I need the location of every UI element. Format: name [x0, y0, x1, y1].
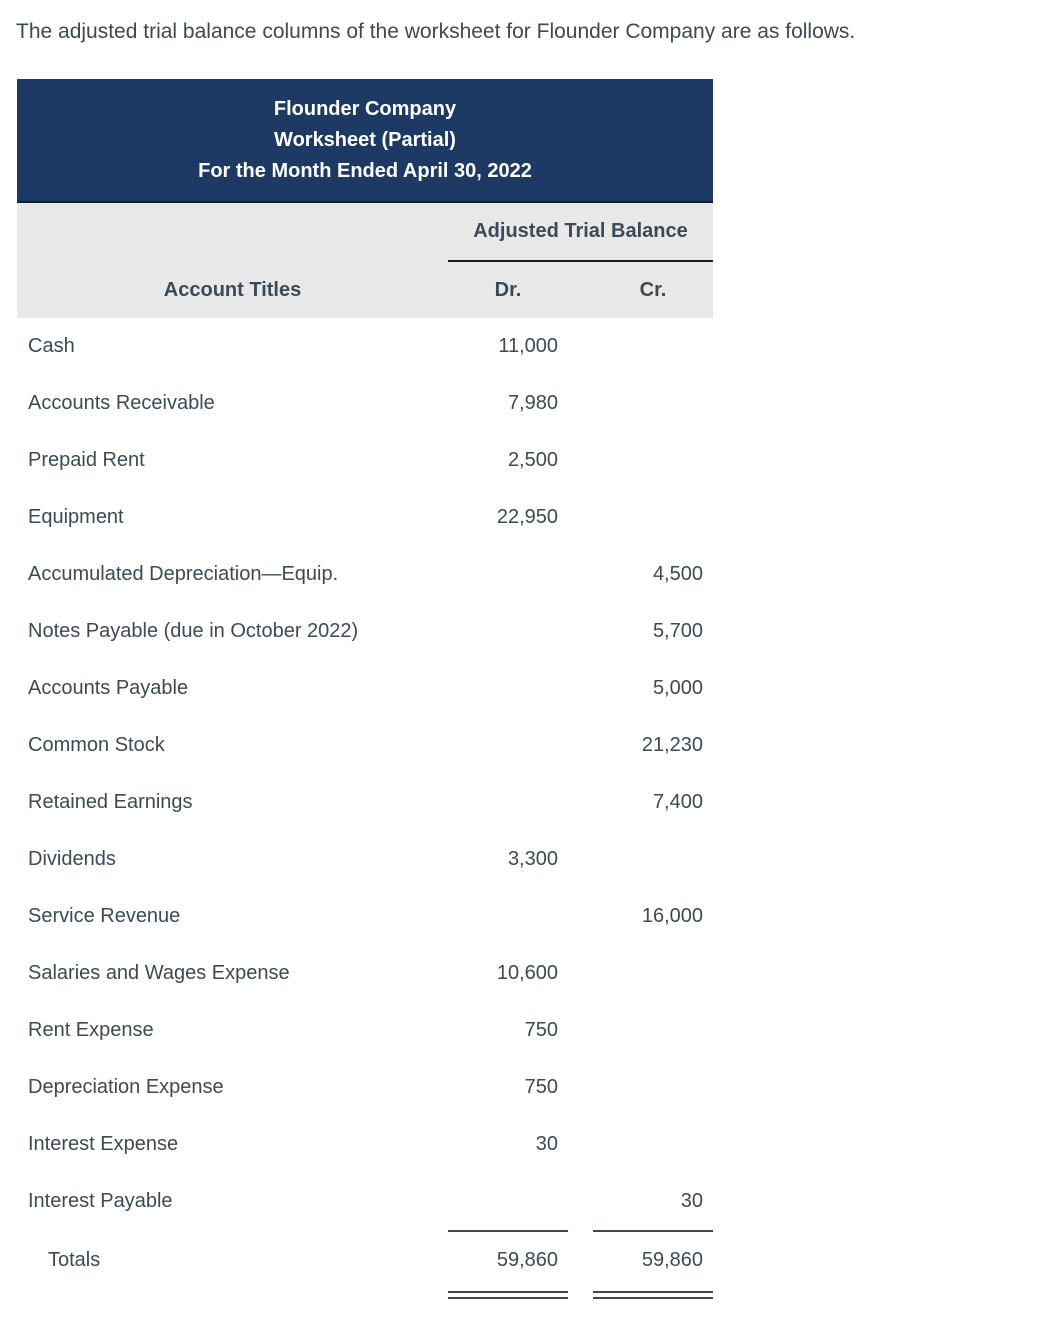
- table-row: [17, 660, 713, 717]
- cr-column-header: Cr.: [639, 278, 667, 301]
- account-title-cell: Equipment: [28, 506, 124, 528]
- account-title-cell: Cash: [28, 335, 75, 357]
- cr-total-double-rule: [593, 1291, 713, 1299]
- dr-value-cell: 11,000: [498, 335, 558, 357]
- account-titles-header: Account Titles: [163, 278, 302, 301]
- account-title-cell: Common Stock: [28, 734, 165, 756]
- dr-value-cell: 22,950: [496, 506, 558, 528]
- table-row: [17, 1173, 713, 1230]
- cr-value-cell: 5,000: [652, 677, 703, 699]
- dr-total-rule: [448, 1230, 568, 1232]
- period-line: For the Month Ended April 30, 2022: [198, 160, 532, 182]
- intro-text: The adjusted trial balance columns of the worksheet for Flounder Company are as follows.: [16, 20, 856, 43]
- account-title-cell: Salaries and Wages Expense: [28, 962, 290, 984]
- adjusted-trial-balance-header: Adjusted Trial Balance: [473, 220, 688, 242]
- cr-total-value: 59,860: [641, 1249, 703, 1271]
- dr-value-cell: 30: [535, 1133, 558, 1155]
- dr-column-header: Dr.: [494, 278, 522, 301]
- column-group-row: [17, 203, 713, 260]
- account-title-cell: Interest Expense: [28, 1133, 179, 1155]
- cr-total-rule: [593, 1230, 713, 1232]
- cr-value-cell: 21,230: [641, 734, 703, 756]
- table-row: [17, 1116, 713, 1173]
- account-title-cell: Accounts Payable: [28, 677, 189, 699]
- table-row: [17, 546, 713, 603]
- column-titles-row: [17, 262, 713, 318]
- table-row: [17, 1059, 713, 1116]
- dr-value-cell: 10,600: [496, 962, 558, 984]
- totals-label: Totals: [48, 1249, 101, 1271]
- totals-row: [17, 1232, 713, 1289]
- account-title-cell: Accumulated Depreciation—Equip.: [28, 563, 339, 585]
- dr-total-double-rule: [448, 1291, 568, 1299]
- dr-value-cell: 7,980: [507, 392, 558, 414]
- worksheet-subtitle: Worksheet (Partial): [274, 129, 456, 151]
- account-title-cell: Prepaid Rent: [28, 449, 145, 471]
- table-body: [17, 318, 713, 1230]
- account-title-cell: Accounts Receivable: [28, 392, 215, 414]
- table-row: [17, 1002, 713, 1059]
- account-title-cell: Depreciation Expense: [28, 1076, 224, 1098]
- cr-value-cell: 30: [680, 1190, 703, 1212]
- account-title-cell: Dividends: [28, 848, 116, 870]
- company-name: Flounder Company: [273, 98, 457, 120]
- dr-value-cell: 750: [524, 1019, 558, 1041]
- worksheet-title-block: [17, 79, 713, 203]
- table-row: [17, 945, 713, 1002]
- table-row: [17, 603, 713, 660]
- account-title-cell: Service Revenue: [28, 905, 181, 927]
- worksheet-table: [17, 79, 713, 1299]
- account-title-cell: Rent Expense: [28, 1019, 154, 1041]
- table-row: [17, 831, 713, 888]
- table-row: [17, 489, 713, 546]
- account-title-cell: Notes Payable (due in October 2022): [28, 620, 359, 642]
- table-row: [17, 888, 713, 945]
- cr-value-cell: 7,400: [652, 791, 703, 813]
- cr-value-cell: 5,700: [652, 620, 703, 642]
- cr-value-cell: 16,000: [641, 905, 703, 927]
- totals-double-rule-row: [17, 1291, 713, 1299]
- table-row: [17, 318, 713, 375]
- column-header-block: [17, 203, 713, 318]
- account-title-cell: Interest Payable: [28, 1190, 173, 1212]
- table-row: [17, 717, 713, 774]
- table-row: [17, 375, 713, 432]
- dr-value-cell: 3,300: [507, 848, 558, 870]
- dr-value-cell: 2,500: [507, 449, 558, 471]
- table-row: [17, 432, 713, 489]
- dr-total-value: 59,860: [496, 1249, 558, 1271]
- cr-value-cell: 4,500: [652, 563, 703, 585]
- table-row: [17, 774, 713, 831]
- dr-value-cell: 750: [524, 1076, 558, 1098]
- account-title-cell: Retained Earnings: [28, 791, 193, 813]
